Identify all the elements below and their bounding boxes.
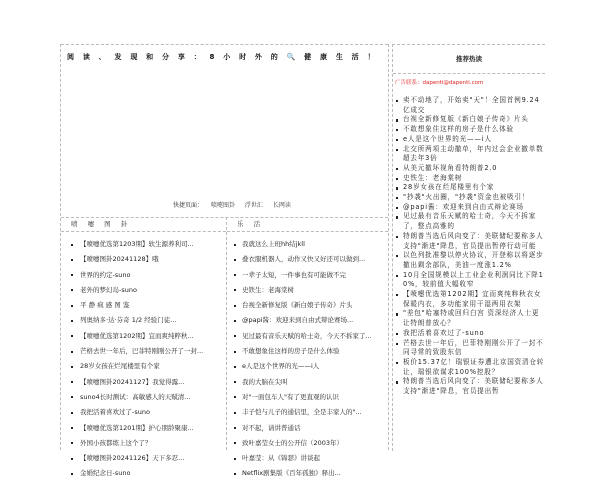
recommended-list-item[interactable]: 以色列批准黎以停火协议，开登称以将逐步撤出剩余部队，美油一度涨1.2%	[403, 251, 544, 269]
recommended-list-item[interactable]: 北交所两项主动撤单，年内过会企业撤单数超去年3倍	[403, 144, 544, 163]
quick-nav	[173, 200, 299, 209]
lehuo-list-item[interactable]: Netflix剧集版《百年孤独》释出...	[227, 466, 388, 481]
tugua-column	[61, 217, 227, 478]
lehuo-list-item[interactable]: 一辈子太短，一件事也有可能做不完	[227, 268, 388, 283]
lehuo-list-item[interactable]: e人是这个世界的光——i人	[227, 359, 388, 374]
tugua-list-item[interactable]: 列奥纳多·达·芬奇 1/2 经验门徒...	[61, 313, 226, 328]
lehuo-list-item[interactable]: @papi酱：欢迎来到自由式辩论赛场...	[227, 313, 388, 328]
tugua-column-heading: 喷 嚏 图 卦	[61, 217, 226, 232]
tugua-list-item[interactable]: 平 静 疯 感 图 鉴	[61, 298, 226, 313]
lehuo-list-item[interactable]: 不敢想象住这样的房子是什么体验	[227, 344, 388, 359]
tugua-list-item[interactable]: 【喷嚏优选第1203期】软生源养利司...	[61, 237, 226, 252]
tugua-list-item[interactable]: 我把活着喜欢过了-suno	[61, 405, 226, 420]
tugua-list-item[interactable]: 28岁女孩在烂尾楼里有个家	[61, 359, 226, 374]
lehuo-list-item[interactable]: 丰子恺与儿子的通信里，全是丰家人的"...	[227, 405, 388, 420]
tugua-list-item[interactable]: 世界的约定-suno	[61, 268, 226, 283]
intro-banner	[61, 44, 388, 218]
sidebar-title: 推荐热读	[393, 45, 545, 74]
lehuo-column	[227, 217, 388, 478]
tugua-list-item[interactable]: 【喷嚏图卦20241127】我觉得露...	[61, 375, 226, 390]
recommended-list	[393, 96, 545, 397]
quick-link-fushihui[interactable]: 浮世汇	[244, 202, 263, 209]
lehuo-list-item[interactable]: 台视全新修复版《新白娘子传奇》片头	[227, 298, 388, 313]
tugua-list-item[interactable]: 芒格去世一年后，巴菲特刚刚公开了一封...	[61, 344, 226, 359]
recommended-list-item[interactable]: 我把活着喜欢过了-suno	[403, 329, 545, 339]
quick-link-changwangdu[interactable]: 长网读	[272, 202, 291, 209]
lehuo-list-item[interactable]: 我的大脑在尖叫	[227, 375, 388, 390]
ad-contact[interactable]: 广告联系：dapenti@dapenti.com	[395, 80, 484, 86]
sidebar-recommended	[392, 44, 545, 451]
recommended-list-item[interactable]: 特朗普当选后风向变了：美联储纪要称多人支持"渐进"降息，官员提出暂停行动可能	[403, 231, 544, 250]
recommended-list-item[interactable]: "差包"哈塞特或回归白宫 资深经济人士更让特朗普放心？	[403, 309, 545, 328]
site-headline: 阅 读 、 发 现 和 分 享 ： 8 小 时 外 的 🔍 健 康 生 活 ！	[67, 53, 378, 61]
tugua-list-item[interactable]: 【喷嚏优选第1201期】护心朋龄聚康...	[61, 421, 226, 436]
lehuo-list-item[interactable]: 叠衣服机器人，动作又快又好还可以做到...	[227, 252, 388, 267]
lehuo-list-item[interactable]: 致叶嘉莹女士的公开信（2003年）	[227, 436, 388, 451]
quick-nav-label: 快捷页面：	[173, 202, 204, 209]
recommended-list-item[interactable]: 从美元撤环视角看特朗普2.0	[403, 164, 545, 174]
lehuo-list-item[interactable]: 我就这么上班hh结jkll	[227, 237, 388, 252]
recommended-list-item[interactable]: 10月全国规模以上工业企业利润同比下降10%，较前值大幅收窄	[403, 270, 544, 289]
tugua-list-item[interactable]: 外国小孩都练上这个了？	[61, 436, 226, 451]
quick-link-tugua[interactable]: 喷嚏图卦	[210, 202, 235, 209]
recommended-list-item[interactable]: 特朗普当选后风向变了：美联储纪要称多人支持"渐进"降息，官员提出暂	[403, 377, 544, 396]
recommended-list-item[interactable]: 板价15.37亿！瑞银证券遭北京国资清仓转让，瑞银欲谋求100%控股？	[403, 357, 545, 376]
recommended-list-item[interactable]: "抄袭"火出圈，"抄袭"资金也被吸引！	[403, 193, 545, 203]
lehuo-column-heading: 乐 活	[227, 217, 388, 232]
tugua-list-item[interactable]: 老外的梦幻岛-suno	[61, 283, 226, 298]
lehuo-list	[227, 237, 388, 482]
lehuo-list-item[interactable]: 对"一面包车人"有了更直观的认识	[227, 390, 388, 405]
tugua-list-item[interactable]: 【喷嚏优选第1202期】宜而爽纯粹秋...	[61, 329, 226, 344]
tugua-list-item[interactable]: 金婚纪念日-suno	[61, 466, 226, 481]
recommended-list-item[interactable]: e人是这个世界的光——i人	[403, 135, 545, 145]
lehuo-list-item[interactable]: 叶嘉莹：从《锦瑟》讲谈起	[227, 451, 388, 466]
recommended-list-item[interactable]: 史铁生：老海棠树	[403, 174, 545, 184]
recommended-list-item[interactable]: 芒格去世一年后，巴菲特刚刚公开了一封不同寻常的致股东信	[403, 338, 544, 357]
lehuo-list-item[interactable]: 对不起，请讲普通话	[227, 421, 388, 436]
lehuo-list-item[interactable]: 见过最有音乐天赋的哈士奇，今天不拆家了...	[227, 329, 388, 344]
recommended-list-item[interactable]: 不敢想象住这样的房子是什么体验	[403, 125, 545, 135]
tugua-list-item[interactable]: suno4长时测试：高敏感人的天赋清...	[61, 390, 226, 405]
recommended-list-item[interactable]: 28岁女孩在烂尾楼里有个家	[403, 183, 545, 193]
tugua-list	[61, 237, 226, 482]
recommended-list-item[interactable]: @papi酱：欢迎来到自由式辩论赛场	[403, 203, 545, 213]
content-columns	[61, 217, 388, 478]
main-column	[60, 44, 389, 478]
recommended-list-item[interactable]: 卖不动地了，开始卖"天"！全国首例9.24亿成交	[403, 96, 545, 115]
recommended-list-item[interactable]: 见过最有音乐天赋的哈士奇，今天不拆家了，整点高雅的	[403, 212, 545, 231]
tugua-list-item[interactable]: 【喷嚏图卦20241128】哦	[61, 252, 226, 267]
tugua-list-item[interactable]: 【喷嚏图卦20241126】天下多忍...	[61, 451, 226, 466]
recommended-list-item[interactable]: 台视全新修复版《新白娘子传奇》片头	[403, 115, 545, 125]
lehuo-list-item[interactable]: 史铁生：老海棠树	[227, 283, 388, 298]
recommended-list-item[interactable]: 【喷嚏优选第1202期】宜而爽纯粹秋衣女保暖内衣，多功能家用干湿两用衣架	[403, 290, 545, 309]
